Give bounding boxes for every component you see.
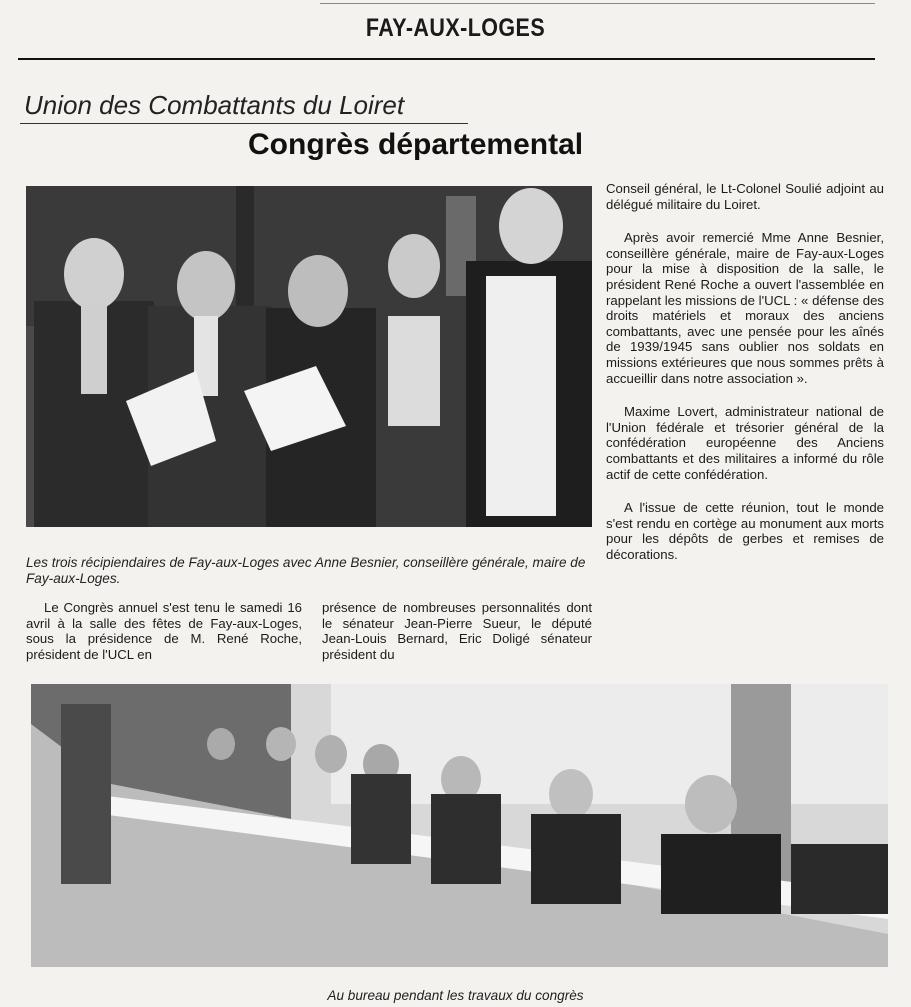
section-rule <box>18 58 875 60</box>
photo2-caption: Au bureau pendant les travaux du congrès <box>327 988 584 1003</box>
section-title: FAY-AUX-LOGES <box>365 14 546 42</box>
kicker-underline <box>20 123 468 124</box>
top-rule <box>320 3 875 4</box>
article-kicker: Union des Combattants du Loiret <box>24 90 405 120</box>
body-paragraph: Conseil général, le Lt-Colonel Soulié adjoint au délégué militaire du Loiret. <box>606 181 884 212</box>
body-column-1 <box>26 600 302 680</box>
body-column-3 <box>606 181 884 580</box>
body-column-2 <box>322 600 592 680</box>
award-recipients-photo <box>26 186 592 527</box>
body-paragraph: A l'issue de cette réunion, tout le monde s'est rendu en cortège au monument aux morts pour les dépôts de gerbes et remises de décorations. <box>606 500 884 562</box>
photo1-caption: Les trois récipiendaires de Fay-aux-Loges avec Anne Besnier, conseillère générale, maire de Fay-aux-Loges. <box>26 555 586 586</box>
body-paragraph: Le Congrès annuel s'est tenu le samedi 16 avril à la salle des fêtes de Fay-aux-Loges, sous la présidence de M. René Roche, président de l'UCL en <box>26 600 302 662</box>
body-paragraph: Maxime Lovert, administrateur national de l'Union fédérale et trésorier général de la confédération européenne des Anciens combattants et des militaires a informé du rôle actif de cette confédération. <box>606 404 884 482</box>
body-paragraph: présence de nombreuses personnalités dont le sénateur Jean-Pierre Sueur, le député Jean-Louis Bernard, Eric Doligé sénateur président du <box>322 600 592 662</box>
article-headline: Congrès départemental <box>248 128 584 161</box>
congress-table-photo <box>31 684 888 967</box>
body-paragraph: Après avoir remercié Mme Anne Besnier, conseillère générale, maire de Fay-aux-Loges pour la mise à disposition de la salle, le président René Roche a ouvert l'assemblée en rappelant les missions de l'UCL : « défense des droits matériels et moraux des anciens combattants, avec une pensée pour les aînés de 1939/1945 sans oublier nos soldats en missions extérieures que nous sommes prêts à accueillir dans notre association ». <box>606 230 884 386</box>
